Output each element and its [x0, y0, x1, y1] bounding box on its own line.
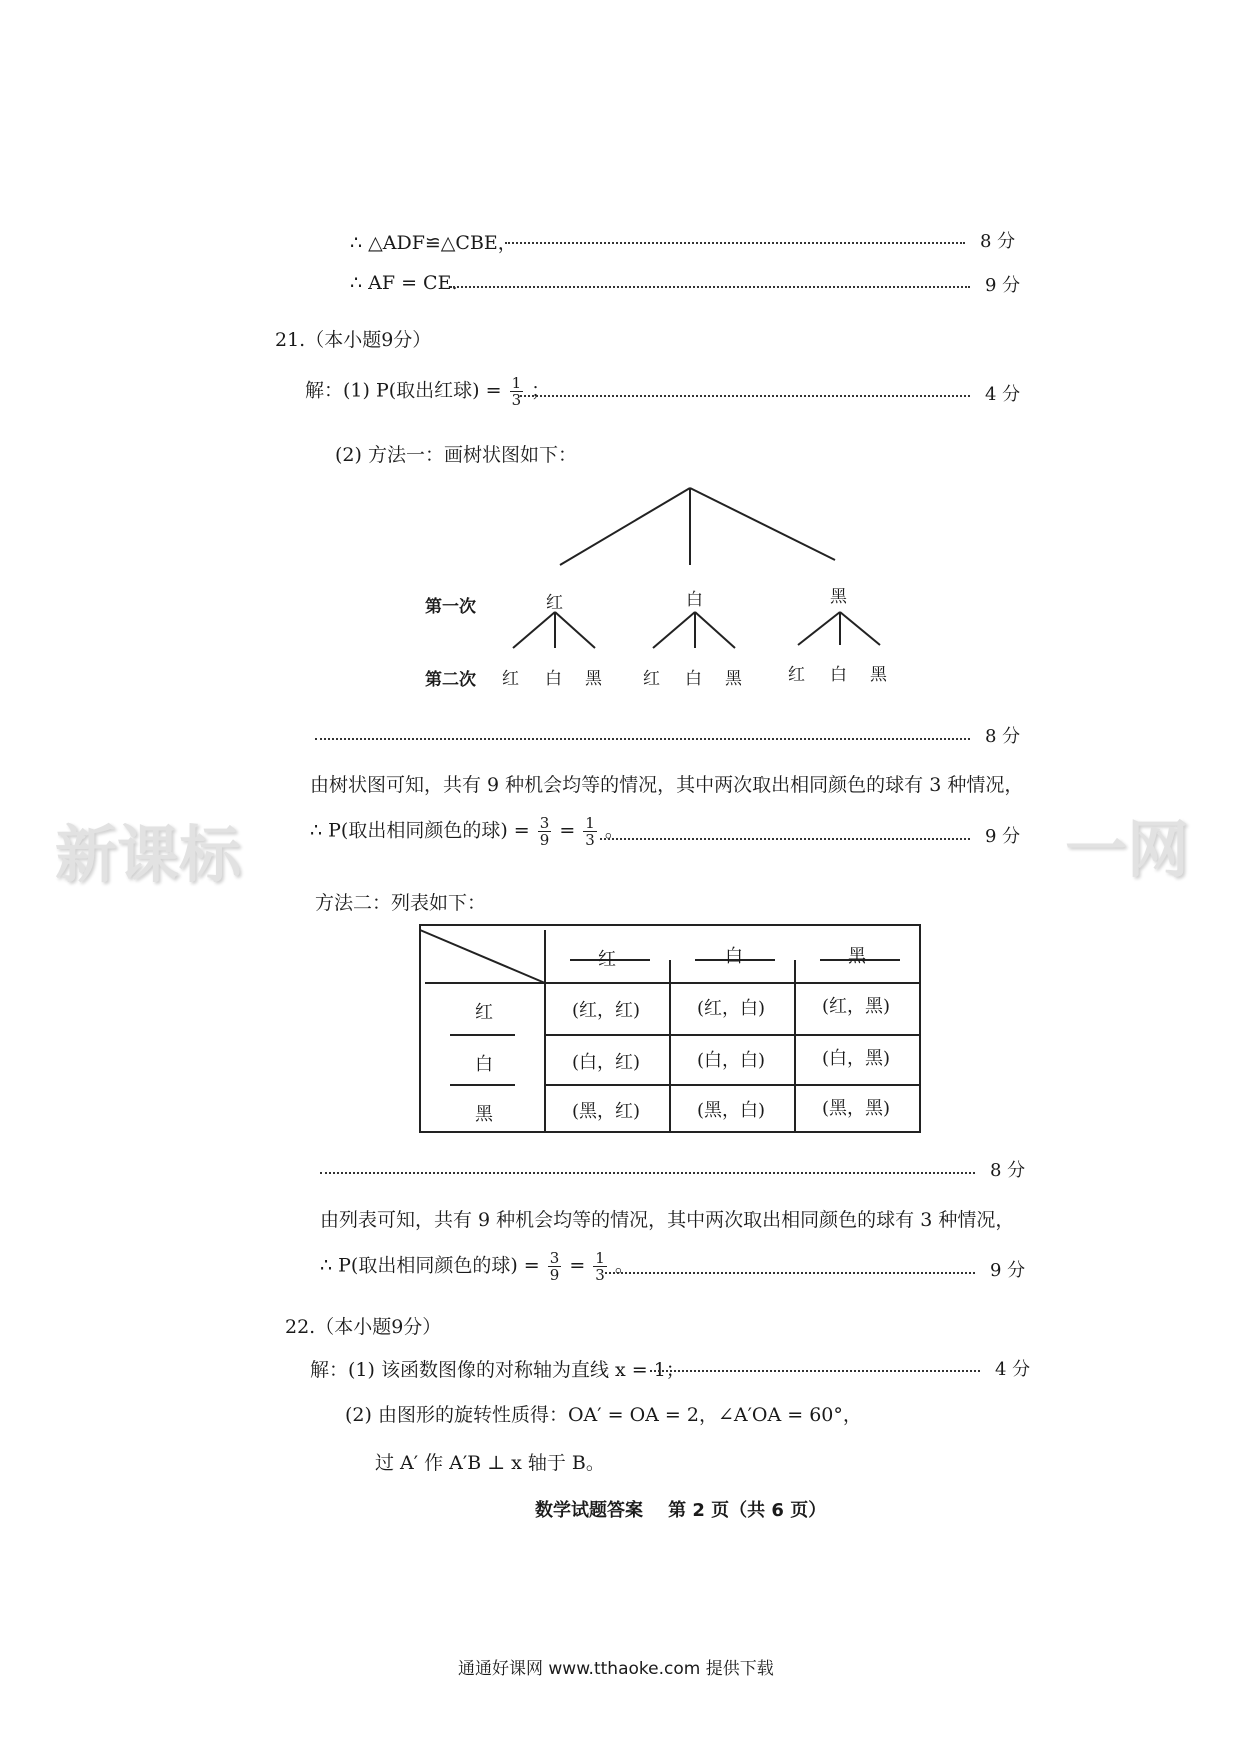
table-cell: (黑，黑) — [822, 1098, 891, 1119]
q22-part2: (2) 由图形的旋转性质得：OA′ = OA = 2，∠A′OA = 60°， — [345, 1404, 862, 1426]
table-col-header: 红 — [598, 949, 616, 970]
watermark-right: 一网 — [1065, 813, 1190, 886]
question-21-header: 21.（本小题9分） — [275, 329, 432, 351]
score-label: 9 分 — [985, 275, 1021, 296]
table-conclusion: 由列表可知，共有 9 种机会均等的情况，其中两次取出相同颜色的球有 3 种情况， — [320, 1209, 1015, 1231]
leader-dots — [320, 1172, 975, 1174]
q22-part1: 解：(1) 该函数图像的对称轴为直线 x = 1； — [310, 1359, 685, 1381]
q21-part1: 解：(1) P(取出红球) = $\frac{1}{3}$ ； — [305, 374, 551, 409]
table-cell: (黑，白) — [697, 1100, 766, 1121]
equality-line: ∴ AF = CE. — [350, 272, 458, 294]
tree-second-item: 白 — [685, 669, 702, 689]
q21-part1-prefix: 解：(1) P(取出红球) = — [305, 379, 502, 402]
score-label: 4 分 — [985, 384, 1021, 405]
leader-dots — [650, 1370, 980, 1372]
leader-dots — [605, 1272, 975, 1274]
q21-method2-label: 方法二：列表如下： — [315, 892, 487, 914]
table-cell: (红，白) — [697, 998, 766, 1019]
tree-row1-label: 第一次 — [425, 597, 476, 617]
table-cell: (黑，红) — [572, 1101, 641, 1122]
fraction: $\frac{1}{3}$ — [585, 814, 595, 849]
question-22-header: 22.（本小题9分） — [285, 1316, 442, 1338]
tree-second-item: 黑 — [585, 669, 602, 689]
score-label: 8 分 — [980, 231, 1016, 252]
table-cell: (红，黑) — [822, 996, 891, 1017]
tree-row2-label: 第二次 — [425, 670, 476, 690]
table-row-header: 白 — [475, 1054, 493, 1075]
score-label: 9 分 — [985, 826, 1021, 847]
tree-first-white: 白 — [686, 590, 703, 610]
fraction: $\frac{1}{3}$ — [511, 374, 522, 409]
tree-second-item: 黑 — [725, 669, 742, 689]
table-col-header: 黑 — [848, 946, 866, 967]
tree-second-item: 黑 — [870, 665, 887, 685]
page-footer — [535, 1496, 826, 1522]
q21-method1-label: (2) 方法一：画树状图如下： — [335, 444, 577, 466]
table-cell: (红，红) — [572, 1000, 641, 1021]
congruence-line: ∴ △ADF≌△CBE， — [350, 232, 517, 254]
fraction: $\frac{3}{9}$ — [539, 814, 550, 849]
tree-second-item: 红 — [502, 669, 519, 689]
tree-second-item: 红 — [643, 669, 660, 689]
q22-part3: 过 A′ 作 A′B ⊥ x 轴于 B。 — [375, 1452, 605, 1474]
fraction: $\frac{3}{9}$ — [549, 1249, 560, 1284]
page-footer-title: 数学试题答案 — [535, 1500, 643, 1521]
tree-conclusion: 由树状图可知，共有 9 种机会均等的情况，其中两次取出相同颜色的球有 3 种情况， — [310, 774, 1024, 796]
tree-first-black: 黑 — [830, 587, 847, 607]
table-cell: (白，黑) — [822, 1048, 891, 1069]
table-probability: ∴ P(取出相同颜色的球) = $\frac{3}{9}$ = $\frac{1}{3}$ 。 — [320, 1249, 634, 1284]
tree-probability: ∴ P(取出相同颜色的球) = $\frac{3}{9}$ = $\frac{1}{3}$ 。 — [310, 814, 624, 849]
site-footer: 通通好课网 www.tthaoke.com 提供下载 — [458, 1659, 774, 1679]
score-label: 8 分 — [990, 1160, 1026, 1181]
score-label: 9 分 — [990, 1260, 1026, 1281]
tree-second-item: 白 — [830, 665, 847, 685]
watermark-left: 新课标 — [55, 818, 242, 891]
score-label: 8 分 — [985, 726, 1021, 747]
score-label: 4 分 — [995, 1359, 1031, 1380]
tree-second-item: 白 — [545, 669, 562, 689]
table-cell: (白，红) — [572, 1052, 641, 1073]
tree-second-item: 红 — [788, 665, 805, 685]
tree-first-red: 红 — [546, 593, 563, 613]
fraction: $\frac{1}{3}$ — [595, 1249, 605, 1284]
table-cell: (白，白) — [697, 1050, 766, 1071]
table-row-header: 红 — [475, 1002, 493, 1023]
table-row-header: 黑 — [475, 1104, 493, 1125]
table-col-header: 白 — [725, 946, 743, 967]
page-number: 第 2 页（共 6 页） — [668, 1500, 827, 1521]
